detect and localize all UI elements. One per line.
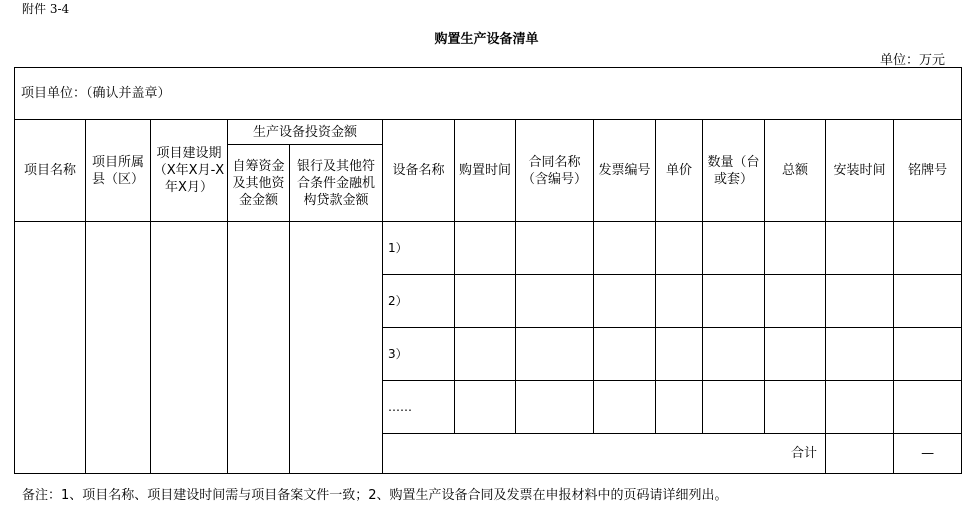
header-unit-price: 单价 <box>656 120 703 222</box>
header-contract: 合同名称（含编号） <box>516 120 594 222</box>
total-amount <box>826 434 894 474</box>
header-install-time: 安装时间 <box>826 120 894 222</box>
table-cell <box>594 328 656 381</box>
table-cell <box>826 275 894 328</box>
header-period: 项目建设期（X年X月-X年X月） <box>151 120 228 222</box>
header-invoice: 发票编号 <box>594 120 656 222</box>
table-cell <box>826 381 894 434</box>
table-cell <box>656 381 703 434</box>
table-cell <box>826 222 894 275</box>
table-cell <box>826 328 894 381</box>
table-cell <box>894 222 962 275</box>
header-investment-group: 生产设备投资金额 <box>228 120 383 145</box>
row-serial-1: 1） <box>383 222 455 275</box>
row-serial-ellipsis: …… <box>383 381 455 434</box>
table-cell <box>455 381 516 434</box>
table-cell <box>455 275 516 328</box>
table-cell <box>656 275 703 328</box>
header-nameplate: 铭牌号 <box>894 120 962 222</box>
table-cell <box>656 222 703 275</box>
total-label: 合计 <box>383 434 826 474</box>
attachment-label: 附件 3-4 <box>22 2 70 16</box>
cell-period <box>151 222 228 474</box>
header-total: 总额 <box>765 120 826 222</box>
table-cell <box>516 328 594 381</box>
table-cell <box>765 381 826 434</box>
table-cell <box>703 328 765 381</box>
header-project-name: 项目名称 <box>15 120 86 222</box>
table-cell <box>894 328 962 381</box>
note: 备注：1、项目名称、项目建设时间需与项目备案文件一致；2、购置生产设备合同及发票在申报材料中的页码请详细列出。 <box>22 488 728 503</box>
table-cell <box>703 222 765 275</box>
table-cell <box>894 275 962 328</box>
unit-label: 单位：万元 <box>879 53 945 68</box>
table-cell <box>455 328 516 381</box>
table-cell <box>703 275 765 328</box>
table-cell <box>894 381 962 434</box>
cell-bank-loan <box>290 222 383 474</box>
table-cell <box>455 222 516 275</box>
table-cell <box>594 381 656 434</box>
header-bank-loan: 银行及其他符合条件金融机构贷款金额 <box>290 145 383 222</box>
org-row: 项目单位：（确认并盖章） <box>15 68 962 120</box>
table-cell <box>594 275 656 328</box>
header-quantity: 数量（台或套） <box>703 120 765 222</box>
table-cell <box>765 275 826 328</box>
table-cell <box>516 222 594 275</box>
cell-self-funds <box>228 222 290 474</box>
table-cell <box>656 328 703 381</box>
table-cell <box>516 275 594 328</box>
table-cell <box>703 381 765 434</box>
table-cell <box>516 381 594 434</box>
table-cell <box>765 328 826 381</box>
cell-county <box>86 222 151 474</box>
header-purchase-time: 购置时间 <box>455 120 516 222</box>
header-county: 项目所属县（区） <box>86 120 151 222</box>
row-serial-2: 2） <box>383 275 455 328</box>
header-self-funds: 自筹资金及其他资金金额 <box>228 145 290 222</box>
table-cell <box>594 222 656 275</box>
cell-project-name <box>15 222 86 474</box>
document-title: 购置生产设备清单 <box>434 32 539 47</box>
equipment-table <box>14 67 962 474</box>
total-install-time: — <box>894 434 962 474</box>
row-serial-3: 3） <box>383 328 455 381</box>
table-cell <box>765 222 826 275</box>
header-device-name: 设备名称 <box>383 120 455 222</box>
